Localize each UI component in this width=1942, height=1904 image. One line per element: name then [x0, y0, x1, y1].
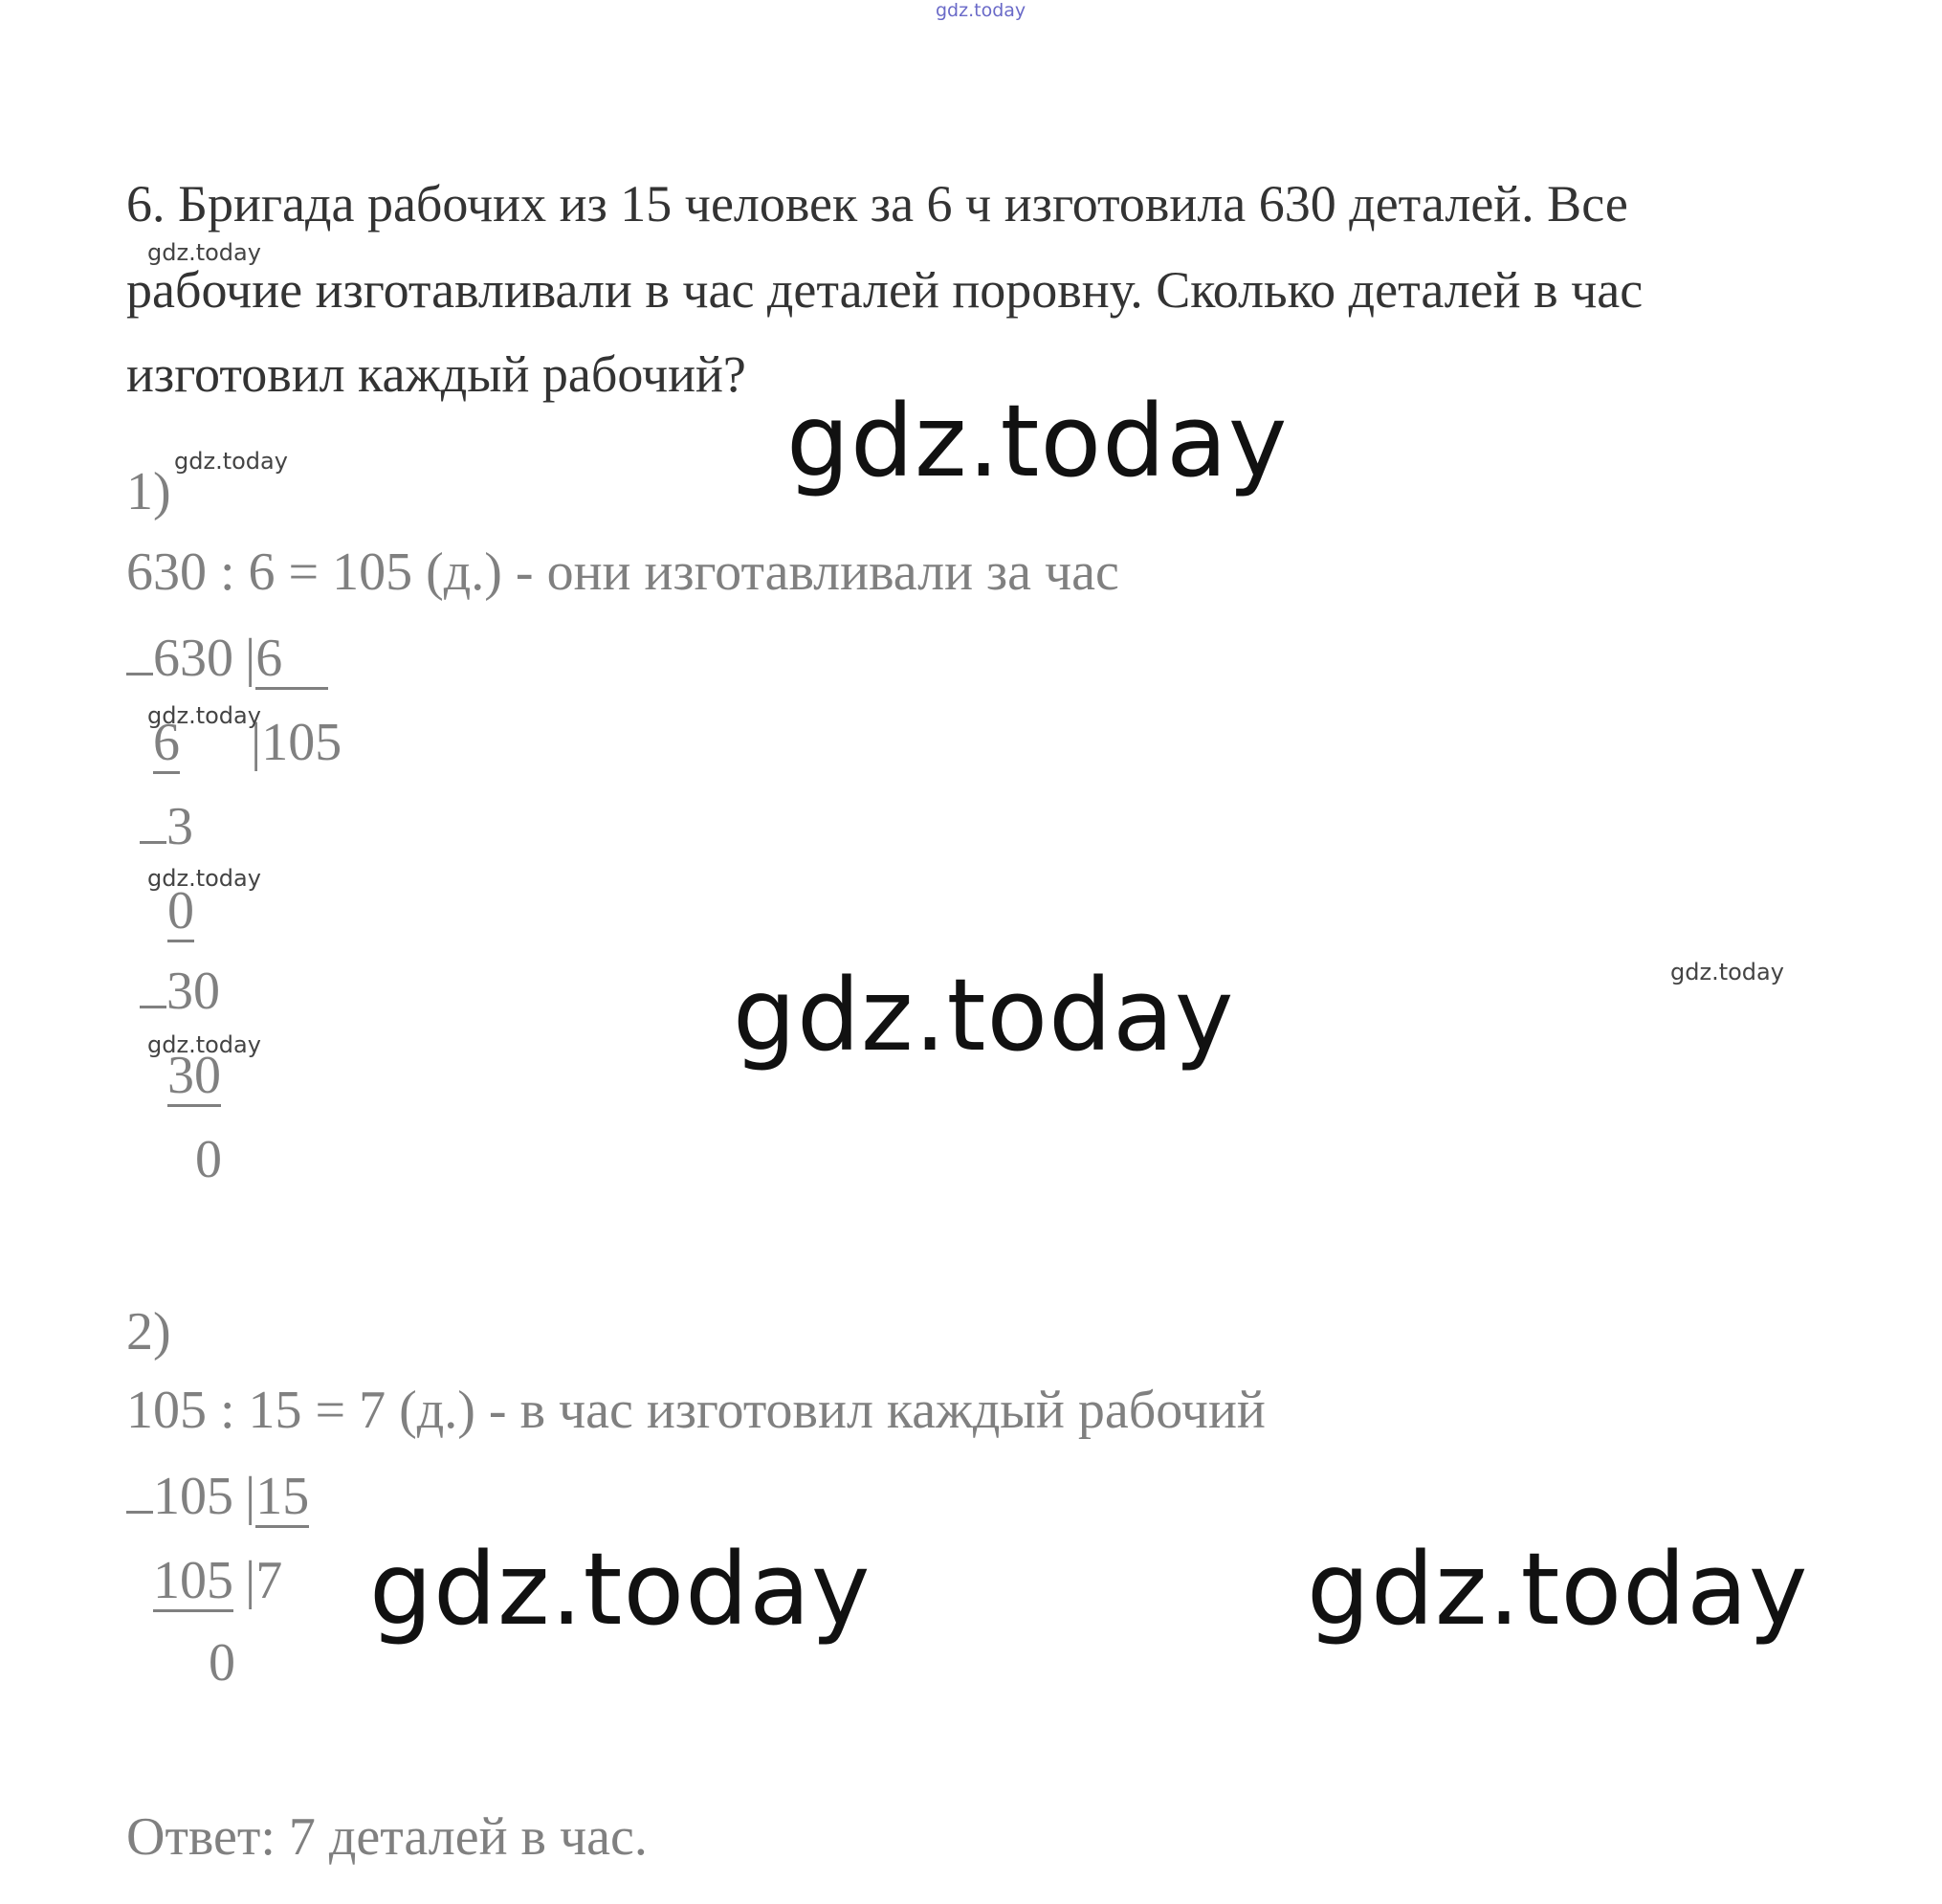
division2-row-subtract — [153, 1550, 282, 1612]
problem-line-1: 6. Бригада рабочих из 15 человек за 6 ч изготовила 630 деталей. Все — [126, 175, 1628, 232]
division-bar: | — [245, 1467, 256, 1526]
division2-dividend: 105 — [153, 1467, 233, 1526]
watermark-small: gdz.today — [1670, 959, 1784, 985]
problem-line-3: изготовил каждый рабочий? — [126, 345, 746, 403]
division2-row-value: 105 — [153, 1551, 233, 1610]
division2-quotient: 7 — [255, 1551, 283, 1610]
division1-row: 6 — [153, 713, 180, 772]
watermark-small: gdz.today — [147, 239, 261, 266]
division2-header — [126, 1466, 309, 1528]
division2-divisor: 15 — [255, 1467, 310, 1526]
division1-row-value: 0 — [167, 881, 194, 941]
step2-equation: 105 : 15 = 7 (д.) - в час изготовил каждый рабочий — [126, 1381, 1266, 1440]
division1-row — [140, 796, 193, 857]
watermark-top: gdz.today — [936, 0, 1026, 21]
watermark-large: gdz.today — [369, 1531, 872, 1648]
division-bar: | — [245, 1551, 256, 1610]
watermark-small: gdz.today — [147, 702, 261, 729]
problem-line-2: рабочие изготавливали в час деталей поровну. Сколько деталей в час — [126, 261, 1644, 319]
division1-row — [140, 961, 220, 1022]
division1-remainder: 0 — [195, 1130, 222, 1189]
division1-row-value: 30 — [166, 962, 220, 1021]
division1-divisor: 6 — [255, 631, 328, 690]
watermark-small: gdz.today — [147, 865, 261, 892]
division1-quotient: 105 — [261, 713, 342, 772]
division1-row-value: 30 — [167, 1046, 221, 1105]
division1-header — [126, 628, 328, 690]
division2-remainder: 0 — [209, 1633, 235, 1693]
watermark-small: gdz.today — [174, 448, 288, 475]
answer-text: Ответ: 7 деталей в час. — [126, 1807, 648, 1867]
division-bar: | — [251, 713, 262, 772]
watermark-large: gdz.today — [1307, 1531, 1809, 1648]
step2-label: 2) — [126, 1302, 171, 1362]
division-bar: | — [245, 629, 256, 688]
step1-equation: 630 : 6 = 105 (д.) - они изготавливали за час — [126, 542, 1119, 602]
minus-sign — [126, 1472, 153, 1514]
watermark-small: gdz.today — [147, 1031, 261, 1058]
watermark-large: gdz.today — [786, 383, 1289, 499]
minus-sign — [140, 803, 166, 844]
watermark-large: gdz.today — [733, 957, 1235, 1074]
step1-label: 1) — [126, 462, 171, 521]
minus-sign — [140, 967, 166, 1008]
division1-quotient-row — [251, 712, 342, 773]
division1-dividend: 630 — [153, 629, 233, 688]
division1-row-value: 3 — [166, 797, 193, 856]
minus-sign — [126, 634, 153, 675]
